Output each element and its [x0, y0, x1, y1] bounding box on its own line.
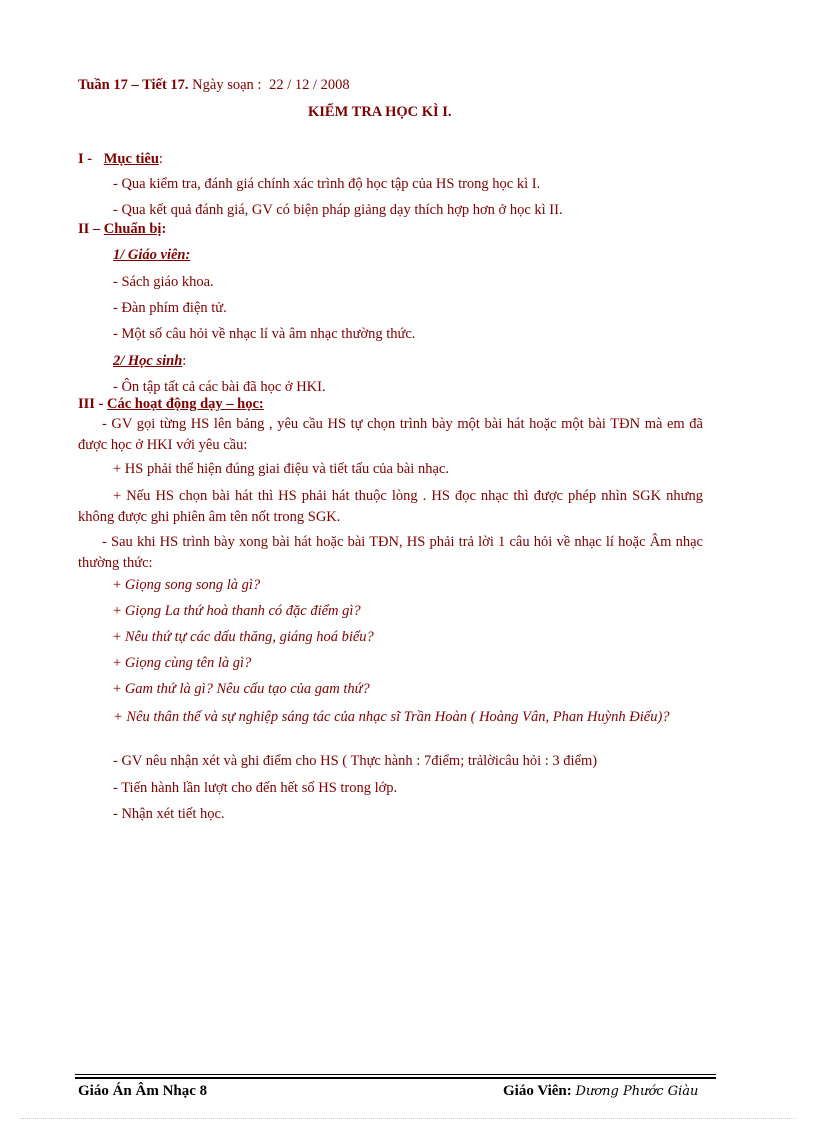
objective-item-1: - Qua kiểm tra, đánh giá chính xác trình độ học tập của HS trong học kì I.	[113, 176, 541, 192]
student-heading-label: 2/ Học sinh	[113, 353, 183, 369]
section1-title: Mục tiêu	[103, 151, 159, 167]
section2-colon: :	[161, 221, 167, 237]
header-line	[78, 77, 350, 94]
student-colon: :	[182, 353, 187, 369]
footer-rule-thick	[75, 1077, 716, 1079]
student-item-1: - Ôn tập tất cả các bài đã học ở HKI.	[113, 379, 326, 395]
question-text: Nêu thứ tự các dấu thăng, giáng hoá biểu?	[124, 629, 374, 645]
section1-num: I -	[78, 151, 93, 167]
activity-paragraph-2: - Sau khi HS trình bày xong bài hát hoặc bài TĐN, HS phải trả lời 1 câu hỏi về nhạc lí hoặc Âm nhạc thường thức:	[78, 534, 703, 571]
date-value: 22 / 12 / 2008	[269, 77, 350, 93]
question-4	[113, 655, 251, 672]
page-title: KIỂM TRA HỌC KÌ I.	[308, 104, 452, 120]
question-5	[113, 681, 370, 698]
question-prefix: +	[113, 681, 125, 697]
teacher-item-3: - Một số câu hỏi về nhạc lí và âm nhạc thường thức.	[113, 326, 416, 342]
footer-left: Giáo Án Âm Nhạc 8	[78, 1083, 208, 1099]
question-2	[113, 603, 361, 620]
requirement-1: + HS phải thể hiện đúng giai điệu và tiết tấu của bài nhạc.	[113, 461, 449, 477]
question-text: Giọng song song là gì?	[124, 577, 261, 593]
teacher-item-1: - Sách giáo khoa.	[113, 274, 214, 290]
question-1	[113, 577, 260, 594]
requirement-2: + Nếu HS chọn bài hát thì HS phải hát thuộc lòng . HS đọc nhạc thì được phép nhìn SGK nhưng không được ghi phiên âm tên nốt trong SGK.	[78, 488, 703, 525]
closing-3: - Nhận xét tiết học.	[113, 806, 225, 822]
question-prefix: +	[113, 603, 125, 619]
question-6: + Nêu thân thế và sự nghiệp sáng tác của nhạc sĩ Trần Hoàn ( Hoàng Vân, Phan Huỳnh Điểu)?	[113, 709, 670, 725]
teacher-item-2: - Đàn phím điện tử.	[113, 300, 227, 316]
section1-colon: :	[158, 151, 163, 167]
question-prefix: +	[113, 577, 125, 593]
question-prefix: +	[113, 655, 125, 671]
question-3	[113, 629, 374, 646]
week-lesson: Tuần 17 – Tiết 17.	[78, 77, 189, 93]
date-label: Ngày soạn :	[192, 77, 262, 93]
question-prefix: +	[113, 629, 125, 645]
section1-heading	[78, 151, 163, 168]
closing-2: - Tiến hành lần lượt cho đến hết số HS trong lớp.	[113, 780, 398, 796]
objective-item-2: - Qua kết quả đánh giá, GV có biện pháp giảng dạy thích hợp hơn ở học kì II.	[113, 202, 563, 218]
section2-title: Chuẩn bị	[103, 221, 162, 237]
closing-1: - GV nêu nhận xét và ghi điểm cho HS ( Thực hành : 7điểm; trảlờicâu hỏi : 3 điểm)	[113, 753, 598, 769]
teacher-signature: Dương Phước Giàu	[575, 1084, 699, 1099]
section2-num: II –	[78, 221, 101, 237]
question-text: Giọng cùng tên là gì?	[124, 655, 252, 671]
student-heading	[113, 353, 186, 370]
section2-heading	[78, 221, 166, 238]
question-text: Gam thứ là gì? Nêu cấu tạo của gam thứ?	[124, 681, 370, 697]
section3-title: Các hoạt động dạy – học:	[107, 396, 264, 412]
footer-teacher-label: Giáo Viên:	[503, 1083, 572, 1099]
footer-right	[503, 1083, 698, 1100]
page-bottom-border	[20, 1118, 796, 1119]
activity-paragraph-1: - GV gọi từng HS lên bảng , yêu cầu HS tự chọn trình bày một bài hát hoặc một bài TĐN mà em đã được học ở HKI với yêu cầu:	[78, 416, 703, 453]
section3-heading	[78, 396, 264, 413]
question-text: Giọng La thứ hoà thanh có đặc điểm gì?	[124, 603, 361, 619]
footer-rule-thin	[75, 1074, 716, 1075]
teacher-heading: 1/ Giáo viên:	[113, 247, 191, 263]
section3-num: III -	[78, 396, 104, 412]
